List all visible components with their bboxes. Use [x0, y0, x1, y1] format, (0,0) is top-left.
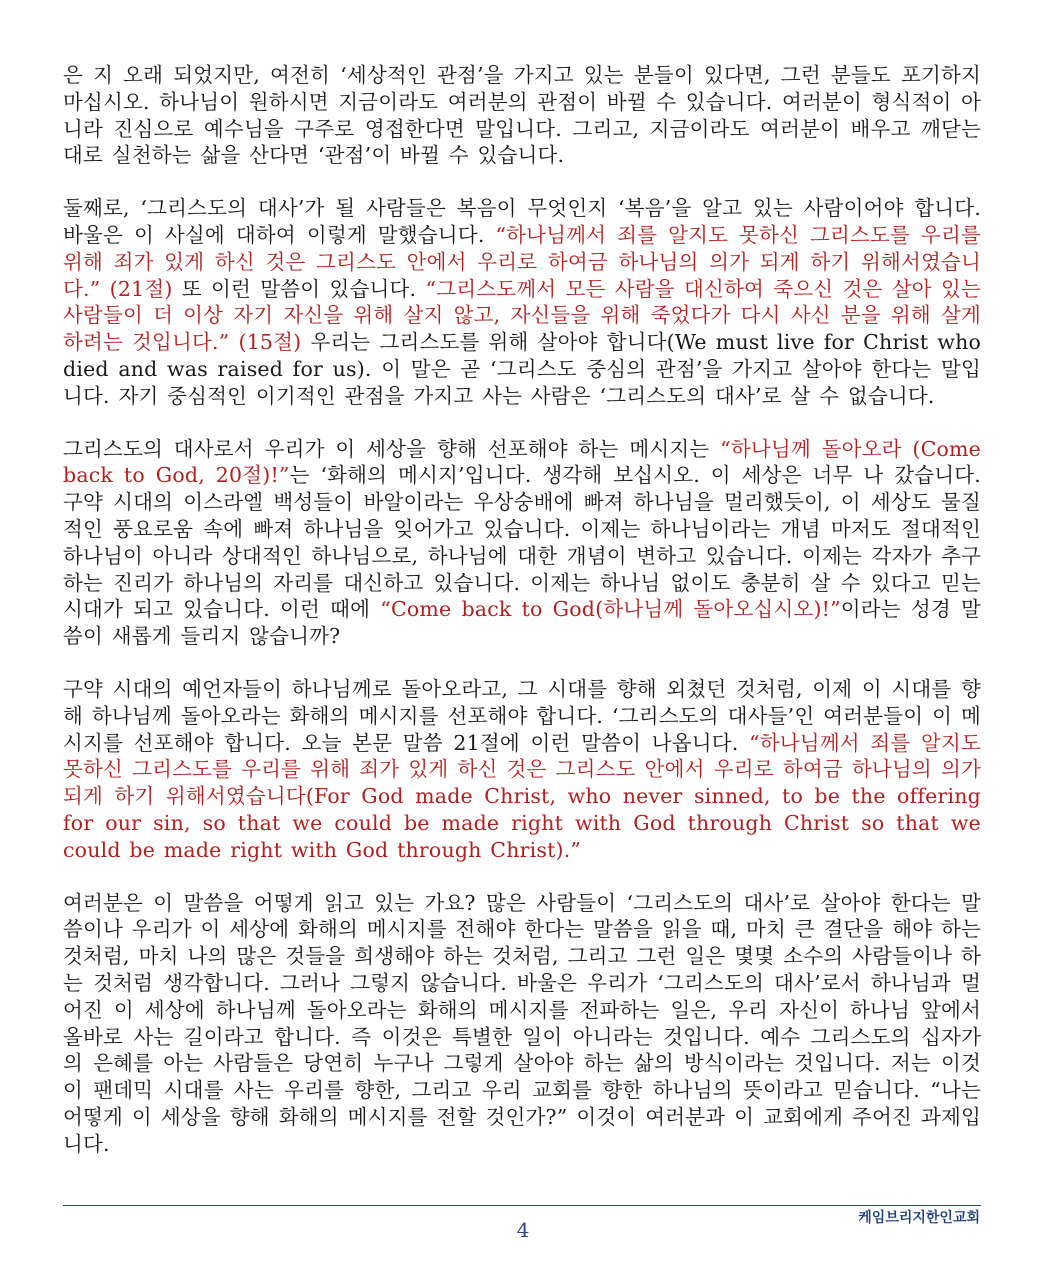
paragraph-text: 둘째로, ‘그리스도의 대사’가 될 사람들은 복음이 무엇인지 ‘복음’을 알고 있는 사람이어야 합니다. 바울은 이 사실에 대하여 이렇게 말했습니다. [63, 196, 981, 247]
paragraph-text: 그리스도의 대사로서 우리가 이 세상을 향해 선포해야 하는 메시지는 [63, 436, 721, 461]
paragraph-1 [63, 62, 981, 169]
paragraph-text: 이라는 성경 말씀이 새롭게 들리지 않습니까? [63, 597, 981, 649]
paragraph-2 [63, 195, 981, 409]
paragraph-text: 은 지 오래 되었지만, 여전히 ‘세상적인 관점’을 가지고 있는 분들이 있다면, 그런 분들도 포기하지 마십시오. 하나님이 원하시면 지금이라도 여러분의 관점이 바뀔 수 있습니다. 여러분이 형식적이 아니라 진심으로 예수님을 구주로 영접한다면 말입니다. 그리고, 지금이라도 여러분이 배우고 깨닫는 대로 실천하는 삶을 산다면 ‘관점’이 바뀔 수 있습니다. [63, 63, 981, 168]
paragraph-3 [63, 436, 981, 650]
paragraph-5 [63, 890, 981, 1158]
scripture-quote: “하나님께서 죄를 알지도 못하신 그리스도를 우리를 위해 죄가 있게 하신 것은 그리스도 안에서 우리로 하여금 하나님의 의가 되게 하기 위해서였습니다.” (21절) [63, 222, 981, 301]
scripture-quote: “하나님께서 죄를 알지도 못하신 그리스도를 우리를 위해 죄가 있게 하신 것은 그리스도 안에서 우리로 하여금 하나님의 의가 되게 하기 위해서였습니다(For God made Christ, who never sinned, to be the offering for our sin, so that we could be made right with God through Christ so that we could be made right with God through Christ).” [63, 730, 981, 862]
paragraph-text: 여러분은 이 말씀을 어떻게 읽고 있는 가요? 많은 사람들이 ‘그리스도의 대사’로 살아야 한다는 말씀이나 우리가 이 세상에 화해의 메시지를 전해야 한다는 말씀을 읽을 때, 마치 큰 결단을 해야 하는 것처럼, 마치 나의 많은 것들을 희생해야 하는 것처럼, 그리고 그런 일은 몇몇 소수의 사람들이나 하는 것처럼 생각합니다. 그러나 그렇지 않습니다. 바울은 우리가 ‘그리스도의 대사’로서 하나님과 멀어진 이 세상에 하나님께 돌아오라는 화해의 메시지를 전파하는 일은, 우리 자신이 하나님 앞에서 올바로 사는 길이라고 합니다. 즉 이것은 특별한 일이 아니라는 것입니다. 예수 그리스도의 십자가의 은혜를 아는 사람들은 당연히 누구나 그렇게 살아야 하는 삶의 방식이라는 것입니다. 저는 이것이 팬데믹 시대를 사는 우리를 향한, 그리고 우리 교회를 향한 하나님의 뜻이라고 믿습니다. “나는 어떻게 이 세상을 향해 화해의 메시지를 전할 것인가?” 이것이 여러분과 이 교회에게 주어진 과제입니다. [63, 890, 981, 1156]
sermon-body [63, 62, 981, 1157]
scripture-quote: “하나님께 돌아오라 (Come back to God, 20절)!” [63, 436, 982, 488]
paragraph-text: 우리는 그리스도를 위해 살아야 합니다(We must live for Christ who died and was raised for us). 이 말은 곧 ‘그리스도 중심의 관점’을 가지고 살아야 한다는 말입니다. 자기 중심적인 이기적인 관점을 가지고 사는 사람은 ‘그리스도의 대사’로 살 수 없습니다. [63, 330, 982, 408]
footer-divider [63, 1205, 981, 1206]
scripture-quote: “그리스도께서 모든 사람을 대신하여 죽으신 것은 살아 있는 사람들이 더 이상 자기 자신을 위해 살지 않고, 자신들을 위해 죽었다가 다시 사신 분을 위해 살게 하려는 것입니다.” (15절) [63, 276, 981, 355]
paragraph-text: 구약 시대의 예언자들이 하나님께로 돌아오라고, 그 시대를 향해 외쳤던 것처럼, 이제 이 시대를 향해 하나님께 돌아오라는 화해의 메시지를 선포해야 합니다. ‘그리스도의 대사들’인 여러분들이 이 메시지를 선포해야 합니다. 오늘 본문 말씀 21절에 이런 말씀이 나옵니다. [63, 676, 981, 755]
church-name: 케임브리지한인교회 [858, 1210, 980, 1226]
paragraph-text: 또 이런 말씀이 있습니다. [172, 276, 426, 301]
paragraph-4 [63, 676, 981, 864]
scripture-quote: “Come back to God(하나님께 돌아오십시오)!” [380, 597, 841, 622]
paragraph-text: 는 ‘화해의 메시지’입니다. 생각해 보십시오. 이 세상은 너무 나 갔습니다. 구약 시대의 이스라엘 백성들이 바알이라는 우상숭배에 빠져 하나님을 멀리했듯이, 이 세상도 물질적인 풍요로움 속에 빠져 하나님을 잊어가고 있습니다. 이제는 하나님이라는 개념 마저도 절대적인 하나님이 아니라 상대적인 하나님으로, 하나님에 대한 개념이 변하고 있습니다. 이제는 각자가 추구하는 진리가 하나님의 자리를 대신하고 있습니다. 이제는 하나님 없이도 충분히 살 수 있다고 믿는 시대가 되고 있습니다. 이런 때에 [63, 463, 981, 622]
page-number: 4 [516, 1218, 530, 1242]
